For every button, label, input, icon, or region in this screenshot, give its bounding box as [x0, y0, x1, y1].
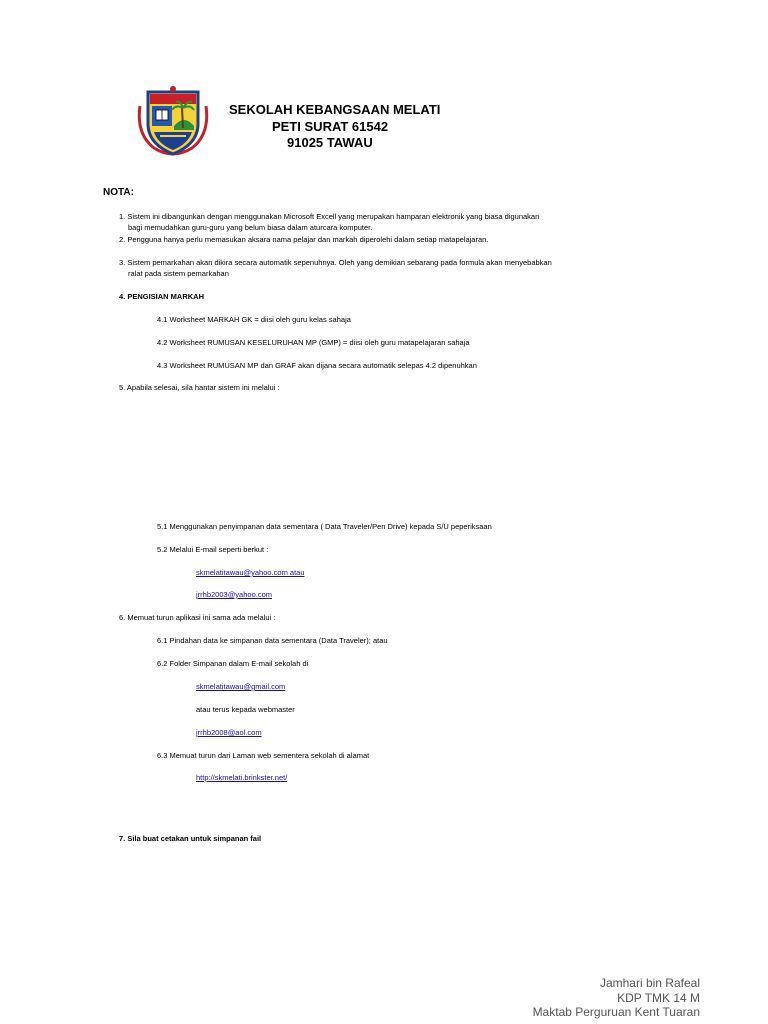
note-4-1: 4.1 Worksheet MARKAH GK = diisi oleh guru kelas sahaja	[157, 315, 351, 324]
note-5-2: 5.2 Melalui E-mail seperti berkut :	[157, 545, 269, 554]
note-5: 5. Apabila selesai, sila hantar sistem ini melalui :	[119, 383, 280, 392]
note-6-2: 6.2 Folder Simpanan dalam E-mail sekolah di	[157, 659, 309, 668]
note-7: 7. Sila buat cetakan untuk simpanan fail	[119, 834, 262, 843]
note-1-line1: 1. Sistem ini dibangunkan dengan menggunakan Microsoft Excell yang merupakan hamparan elektronik yang biasa digunakan	[119, 212, 540, 221]
footer-college: Maktab Perguruan Kent Tuaran	[532, 1005, 700, 1019]
note-6: 6. Memuat turun aplikasi ini sama ada melalui :	[119, 613, 276, 622]
school-address-line1: PETI SURAT 61542	[272, 119, 389, 134]
note-4-title: 4. PENGISIAN MARKAH	[119, 292, 205, 301]
email-link-gmail[interactable]: skmelatitawau@gmail.com	[196, 682, 286, 691]
email-link-yahoo-jrrhb[interactable]: jrrhb2003@yahoo.com	[196, 590, 272, 599]
school-address-line2: 91025 TAWAU	[287, 135, 373, 150]
school-crest-logo	[134, 84, 212, 158]
note-6-1: 6.1 Pindahan data ke simpanan data sementara (Data Traveler); atau	[157, 636, 388, 645]
note-3-line2: ralat pada sistem pemarkahan	[128, 269, 229, 278]
school-name: SEKOLAH KEBANGSAAN MELATI	[229, 102, 441, 117]
email-link-yahoo-skmelati[interactable]: skmelatitawau@yahoo.com atau	[196, 568, 305, 577]
note-2: 2. Pengguna hanya perlu memasukan aksara nama pelajar dan markah diperolehi dalam setiap matapelajaran.	[119, 235, 489, 244]
webmaster-text: atau terus kepada webmaster	[196, 705, 295, 714]
footer-course: KDP TMK 14 M	[617, 991, 700, 1005]
note-4-3: 4.3 Worksheet RUMUSAN MP dan GRAF akan dijana secara automatik selepas 4.2 dipenuhkan	[157, 361, 477, 370]
nota-label: NOTA:	[103, 187, 134, 198]
note-5-1: 5.1 Menggunakan penyimpanan data sementara ( Data Traveler/Pen Drive) kepada S/U peperiksaan	[157, 522, 492, 531]
note-1-line2: bagi memudahkan guru-guru yang belum biasa dalam aturcara komputer.	[128, 223, 373, 232]
note-4-2: 4.2 Worksheet RUMUSAN KESELURUHAN MP (GMP) = diisi oleh guru matapelajaran sahaja	[157, 338, 470, 347]
website-link[interactable]: http://skmelati.brinkster.net/	[196, 773, 288, 782]
email-link-aol[interactable]: jrrhb2008@aol.com	[196, 728, 262, 737]
note-6-3: 6.3 Memuat turun dari Laman web sementera sekolah di alamat	[157, 751, 370, 760]
footer-author-name: Jamhari bin Rafeal	[599, 976, 700, 990]
note-3-line1: 3. Sistem pemarkahan akan dikira secara automatik sepenuhnya. Oleh yang demikian sebarang pada formula akan menyebabkan	[119, 258, 552, 267]
